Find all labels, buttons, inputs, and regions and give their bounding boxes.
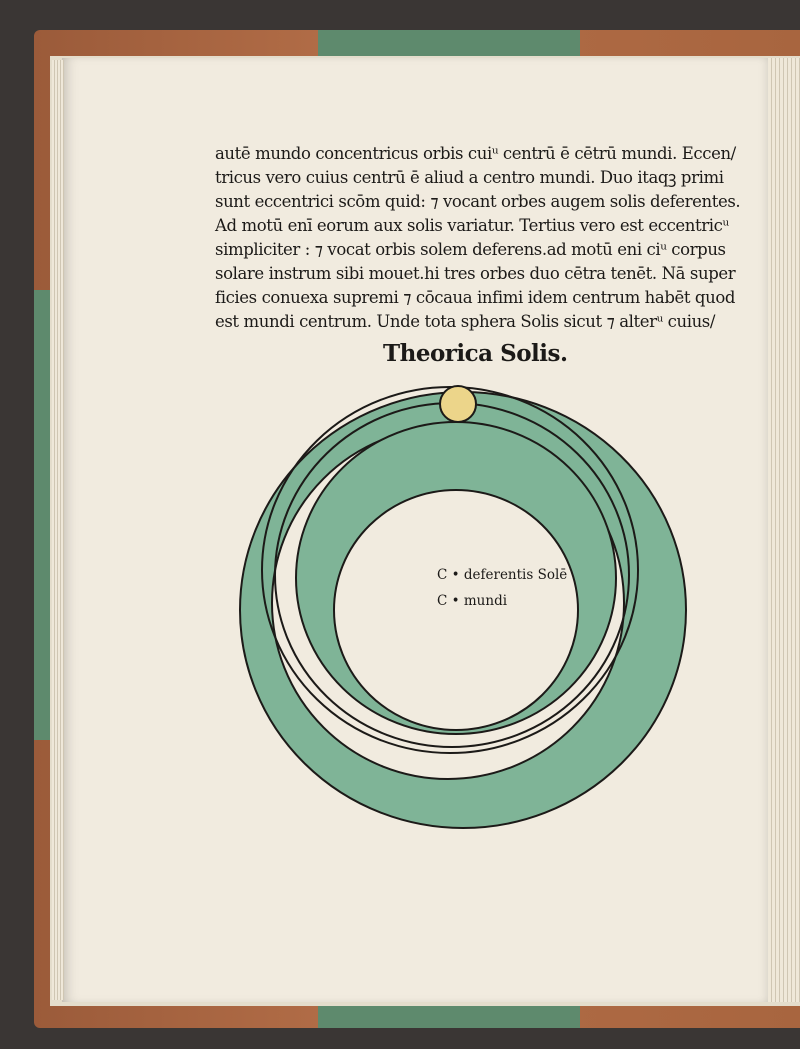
text-line: autē mundo concentricus orbis cuiᵘ centrū ē cētrū mundi. Eccen/: [215, 144, 736, 163]
text-line: est mundi centrum. Unde tota sphera Solis sicut ⁊ alterᵘ cuius/: [215, 312, 716, 331]
text-line: sunt eccentrici scōm quid: ⁊ vocant orbes augem solis deferentes.: [215, 192, 741, 211]
label-world-center: C • mundi: [437, 593, 508, 609]
text-line: simpliciter : ⁊ vocat orbis solem deferens.ad motū eni ciᵘ corpus: [215, 240, 726, 259]
sun-body: [440, 386, 476, 422]
figure-title: Theorica Solis.: [383, 340, 568, 367]
text-line: Ad motū enī eorum aux solis variatur. Tertius vero est eccentricᵘ: [215, 216, 729, 235]
text-line: tricus vero cuius centrū ē aliud a centro mundi. Duo itaqꝫ primi: [215, 168, 724, 187]
text-line: solare instrum sibi mouet.hi tres orbes duo cētra tenēt. Nā super: [215, 264, 736, 283]
text-line: ficies conuexa supremi ⁊ cōcaua infimi idem centrum habēt quod: [215, 288, 736, 307]
label-deferent-center: C • deferentis Solē: [437, 567, 568, 583]
